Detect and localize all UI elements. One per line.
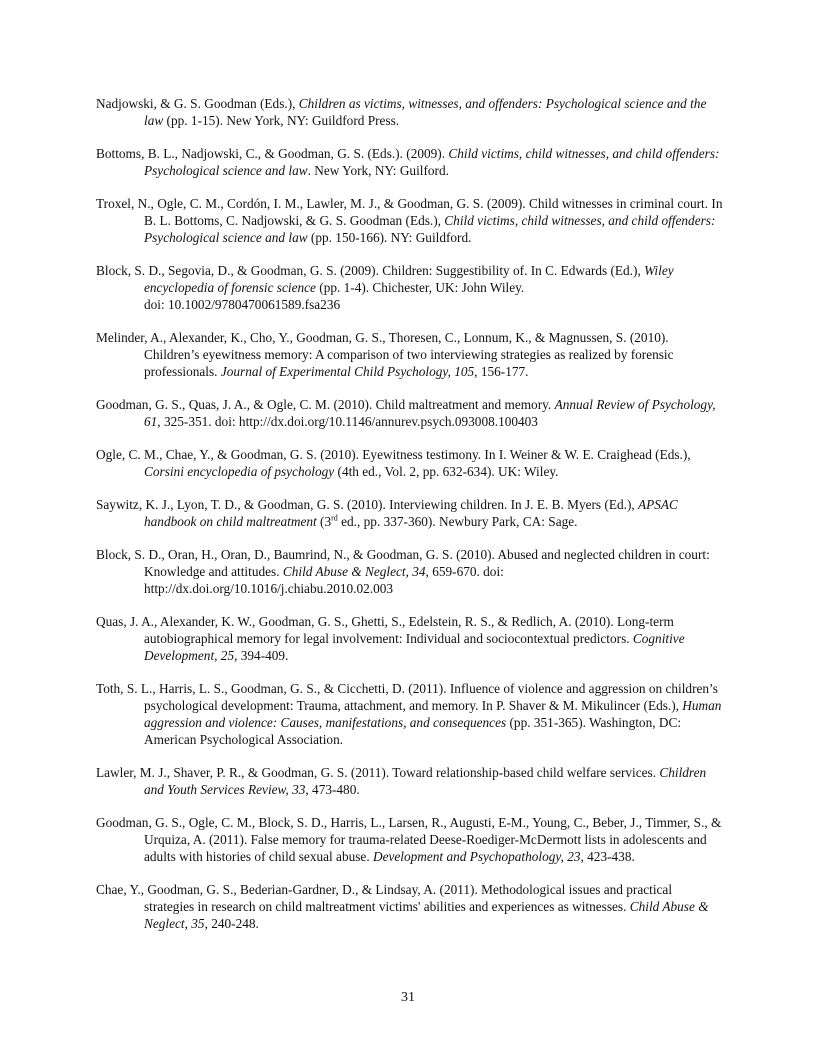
reference-text: Troxel, N., Ogle, C. M., Cordón, I. M., Lawler, M. J., & Goodman, G. S. (2009). Child witnesses in criminal court. In B. L. Bottoms, C. Nadjowski, & G. S. Goodman (Eds.),	[96, 196, 723, 228]
reference-title: Children as victims, witnesses, and offenders: Psychological science and the law	[144, 96, 707, 128]
reference-title: Cognitive Development, 25	[144, 631, 685, 663]
reference-title: Corsini encyclopedia of psychology	[144, 464, 335, 479]
reference-text: Block, S. D., Segovia, D., & Goodman, G. S. (2009). Children: Suggestibility of. In C. Edwards (Ed.),	[96, 263, 645, 278]
reference-text: (pp. 351-365). Washington, DC: American Psychological Association.	[144, 715, 682, 747]
reference-text: , 394-409.	[234, 648, 289, 663]
reference-list	[96, 95, 724, 948]
reference-text: (3	[316, 514, 332, 529]
reference-text: Block, S. D., Oran, H., Oran, D., Baumrind, N., & Goodman, G. S. (2010). Abused and neglected children in court: Knowledge and attitudes.	[96, 547, 710, 579]
reference-entry	[96, 764, 724, 798]
reference-text: Chae, Y., Goodman, G. S., Bederian-Gardner, D., & Lindsay, A. (2011). Methodological issues and practical strategies in research on child maltreatment victims' abilities and experiences as witnesses.	[96, 882, 673, 914]
reference-entry	[96, 546, 724, 597]
reference-title: Children and Youth Services Review, 33	[144, 765, 707, 797]
reference-text: Goodman, G. S., Ogle, C. M., Block, S. D., Harris, L., Larsen, R., Augusti, E-M., Young, C., Beber, J., Timmer, S., & Urquiza, A. (2011). False memory for trauma-related Deese-Roediger-McDermott lists in adolescents and adults with histories of child sexual abuse.	[96, 815, 722, 864]
reference-title: Child victims, child witnesses, and child offenders: Psychological science and law	[144, 146, 720, 178]
reference-entry	[96, 446, 724, 480]
reference-text: (pp. 1-4). Chichester, UK: John Wiley.	[315, 280, 525, 295]
reference-title: Human aggression and violence: Causes, manifestations, and consequences	[144, 698, 722, 730]
reference-entry	[96, 496, 724, 530]
reference-entry	[96, 613, 724, 664]
reference-text: , 423-438.	[580, 849, 635, 864]
reference-entry	[96, 814, 724, 865]
reference-title: Child Abuse & Neglect, 35	[144, 899, 709, 931]
reference-text: Toth, S. L., Harris, L. S., Goodman, G. S., & Cicchetti, D. (2011). Influence of violence and aggression on children’s psychological development: Trauma, attachment, and memory. In P. Shaver & M. Mikulincer (Eds.),	[96, 681, 718, 713]
page-number: 31	[401, 990, 415, 1005]
reference-text: , 473-480.	[305, 782, 360, 797]
reference-entry	[96, 680, 724, 748]
reference-text: Melinder, A., Alexander, K., Cho, Y., Goodman, G. S., Thoresen, C., Lonnum, K., & Magnussen, S. (2010). Children’s eyewitness memory: A comparison of two interviewing strategies as realized by forensic professionals.	[96, 330, 674, 379]
reference-title: Annual Review of Psychology, 61	[144, 397, 716, 429]
reference-entry	[96, 95, 724, 129]
reference-text: , 240-248.	[204, 916, 259, 931]
reference-text: (pp. 1-15). New York, NY: Guildford Press.	[163, 113, 400, 128]
reference-text: Nadjowski, & G. S. Goodman (Eds.),	[96, 96, 299, 111]
reference-text: Bottoms, B. L., Nadjowski, C., & Goodman, G. S. (Eds.). (2009).	[96, 146, 449, 161]
reference-text: Saywitz, K. J., Lyon, T. D., & Goodman, G. S. (2010). Interviewing children. In J. E. B. Myers (Ed.),	[96, 497, 639, 512]
reference-text: Ogle, C. M., Chae, Y., & Goodman, G. S. (2010). Eyewitness testimony. In I. Weiner & W. E. Craighead (Eds.),	[96, 447, 691, 462]
reference-entry	[96, 262, 724, 313]
reference-title: APSAC handbook on child maltreatment	[144, 497, 678, 529]
reference-text: . New York, NY: Guilford.	[307, 163, 449, 178]
reference-entry	[96, 396, 724, 430]
reference-title: Child victims, child witnesses, and child offenders: Psychological science and law	[144, 213, 716, 245]
reference-text: , 325-351. doi: http://dx.doi.org/10.1146/annurev.psych.093008.100403	[157, 414, 538, 429]
reference-text: (4th ed., Vol. 2, pp. 632-634). UK: Wiley.	[334, 464, 559, 479]
reference-text: Goodman, G. S., Quas, J. A., & Ogle, C. M. (2010). Child maltreatment and memory.	[96, 397, 555, 412]
reference-text: ed., pp. 337-360). Newbury Park, CA: Sage.	[337, 514, 578, 529]
reference-title: Wiley encyclopedia of forensic science	[144, 263, 674, 295]
superscript: rd	[331, 513, 338, 523]
reference-entry	[96, 145, 724, 179]
reference-entry	[96, 195, 724, 246]
reference-text: 156-177.	[477, 364, 529, 379]
reference-text: Quas, J. A., Alexander, K. W., Goodman, G. S., Ghetti, S., Edelstein, R. S., & Redlich, A. (2010). Long-term autobiographical memory for legal involvement: Individual and sociocontextual predictors.	[96, 614, 674, 646]
reference-title: Child Abuse & Neglect, 34	[282, 564, 426, 579]
reference-text: (pp. 150-166). NY: Guildford.	[307, 230, 472, 245]
reference-entry	[96, 881, 724, 932]
reference-title: Development and Psychopathology, 23	[372, 849, 581, 864]
reference-title: Journal of Experimental Child Psychology, 105,	[220, 364, 478, 379]
reference-entry	[96, 329, 724, 380]
reference-text: Lawler, M. J., Shaver, P. R., & Goodman, G. S. (2011). Toward relationship-based child welfare services.	[96, 765, 660, 780]
reference-text: , 659-670. doi: http://dx.doi.org/10.1016/j.chiabu.2010.02.003	[144, 564, 504, 596]
reference-text: doi: 10.1002/9780470061589.fsa236	[144, 297, 341, 312]
